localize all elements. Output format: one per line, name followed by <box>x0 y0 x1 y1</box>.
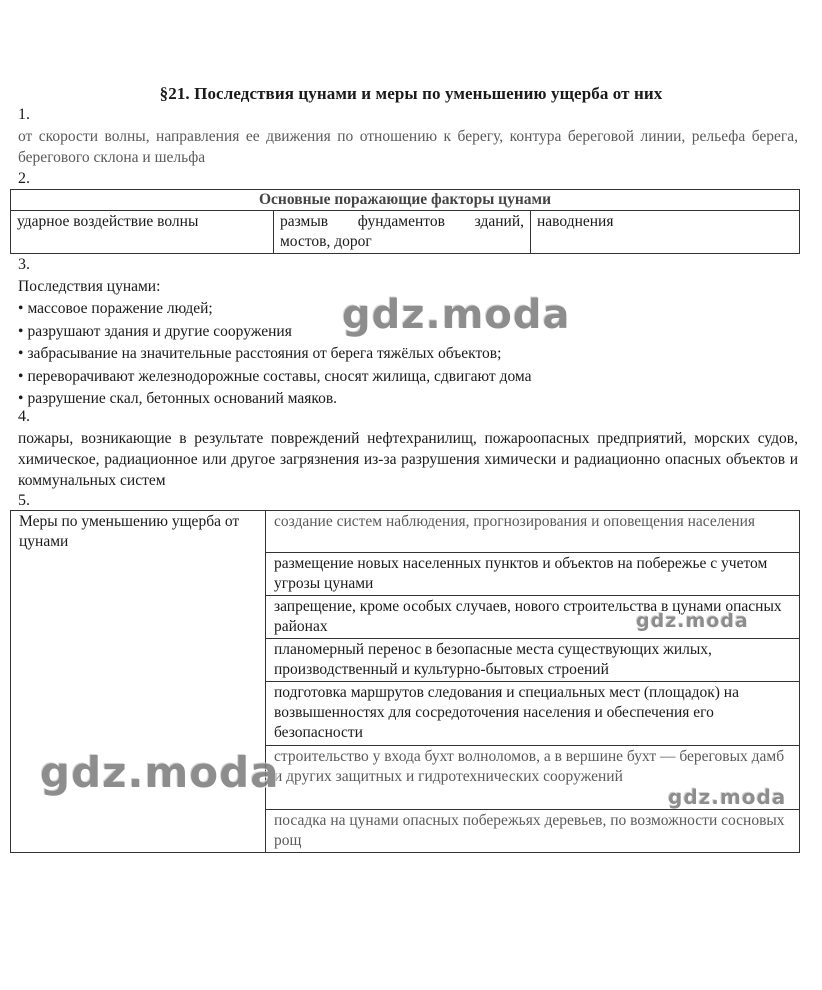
list-item: • переворачивают железнодорожные составы, сносят жилища, сдвигают дома <box>18 366 532 388</box>
measure-item: запрещение, кроме особых случаев, нового строительства в цунами опасных районах <box>266 596 800 639</box>
measure-item: строительство у входа бухт волноломов, а в вершине бухт — береговых дамб и других защитных и гидротехнических сооружений <box>266 746 800 810</box>
question-4-number: 4. <box>18 408 30 425</box>
measure-item: создание систем наблюдения, прогнозирования и оповещения населения <box>266 511 800 553</box>
list-intro: Последствия цунами: <box>18 278 161 295</box>
list-item: • разрушают здания и другие сооружения <box>18 321 532 343</box>
watermark: gdz.moda <box>636 610 749 632</box>
question-2-number: 2. <box>18 170 30 187</box>
watermark: gdz.moda <box>342 292 571 338</box>
measure-item: посадка на цунами опасных побережьях деревьев, по возможности сосновых рощ <box>266 810 800 853</box>
table-cell: наводнения <box>531 211 800 254</box>
table-cell: ударное воздействие волны <box>11 211 274 254</box>
question-4-answer: пожары, возникающие в результате повреждений нефтехранилищ, пожароопасных предприятий, морских судов, химическое, радиационное или другое загрязнения из-за разрушения химически и радиационно опасных объектов и коммунальных систем <box>18 430 798 489</box>
list-item: • массовое поражение людей; <box>18 298 532 320</box>
damage-factors-header: Основные поражающие факторы цунами <box>11 190 800 211</box>
page-title: §21. Последствия цунами и меры по уменьшению ущерба от них <box>159 84 663 103</box>
damage-factors-table <box>10 189 800 254</box>
watermark: gdz.moda <box>668 785 787 809</box>
watermark: gdz.moda <box>40 748 280 797</box>
question-1-number: 1. <box>18 106 30 123</box>
measures-label: Меры по уменьшению ущерба от цунами <box>11 511 266 853</box>
measure-item: размещение новых населенных пунктов и объектов на побережье с учетом угрозы цунами <box>266 553 800 596</box>
question-5-number: 5. <box>18 492 30 509</box>
list-item: • разрушение скал, бетонных оснований маяков. <box>18 388 532 410</box>
table-cell: размыв фундаментов зданий, мостов, дорог <box>274 211 531 254</box>
list-item: • забрасывание на значительные расстояния от берега тяжёлых объектов; <box>18 343 532 365</box>
question-3-number: 3. <box>18 256 30 273</box>
question-1-answer: от скорости волны, направления ее движения по отношению к берегу, контура береговой линии, рельефа берега, берегового склона и шельфа <box>18 128 798 166</box>
measure-item: подготовка маршрутов следования и специальных мест (площадок) на возвышенностях для сосредоточения населения и обеспечения его безопасности <box>266 682 800 746</box>
measure-item: планомерный перенос в безопасные места существующих жилых, производственный и культурно-бытовых строений <box>266 639 800 682</box>
